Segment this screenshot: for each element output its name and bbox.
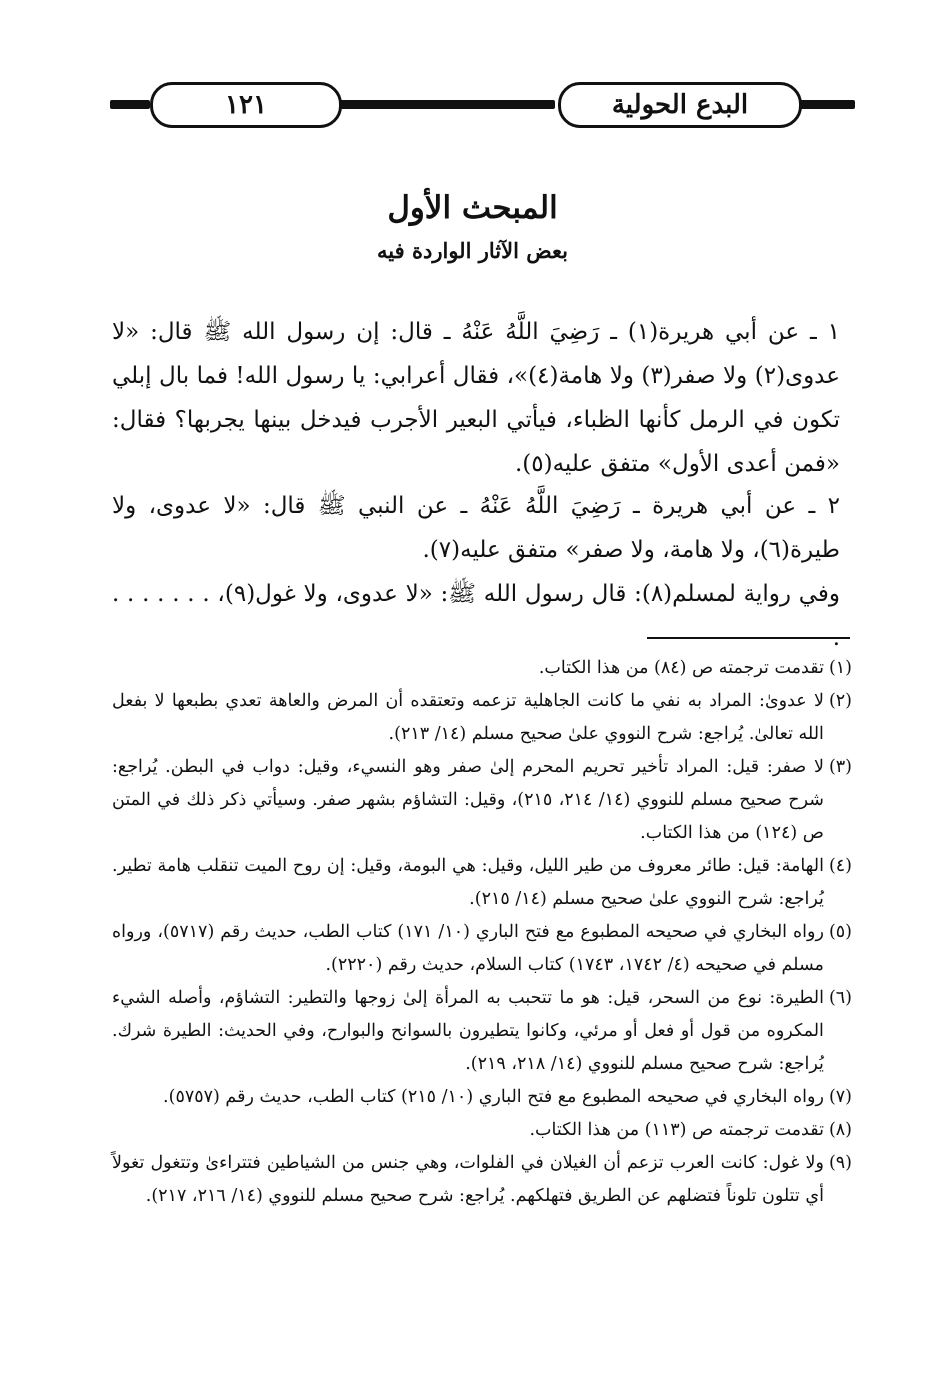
- footnote-text: ولا غول: كانت العرب تزعم أن الغيلان في الفلوات، وهي جنس من الشياطين فتتراءىٰ وتتغول تغولاً أي تتلون تلوناً فتضلهم عن الطريق فتهلكهم. يُراجع: شرح صحيح مسلم للنووي (١٤/ ٢١٦، ٢١٧).: [112, 1153, 824, 1206]
- footnote: [112, 652, 852, 685]
- running-header: [110, 78, 855, 130]
- footnote: [112, 850, 852, 916]
- footnote-number: (٥): [828, 922, 852, 942]
- footnotes: [112, 652, 852, 1213]
- footnote-text: لا صفر: قيل: المراد تأخير تحريم المحرم إلىٰ صفر وهو النسيء، وقيل: دواب في البطن. يُراجع: شرح صحيح مسلم للنووي (١٤/ ٢١٤، ٢١٥)، وقيل: التشاؤم بشهر صفر. وسيأتي ذكر ذلك في المتن ص (١٢٤) من هذا الكتاب.: [112, 757, 824, 843]
- footnote: [112, 751, 852, 850]
- footnote-separator: [647, 637, 850, 639]
- footnote: [112, 1081, 852, 1114]
- footnote-number: (٢): [828, 691, 852, 711]
- footnote-number: (٧): [828, 1087, 852, 1107]
- paragraph: ٢ ـ عن أبي هريرة ـ رَضِيَ اللَّهُ عَنْهُ ـ عن النبي ﷺ قال: «لا عدوى، ولا طيرة(٦)، ولا هامة، ولا صفر» متفق عليه(٧).: [112, 493, 840, 563]
- header-rule: [110, 100, 150, 109]
- section-title: المبحث الأول: [387, 190, 558, 226]
- footnote-number: (١): [828, 658, 852, 678]
- page-number: ١٢١: [150, 82, 342, 128]
- footnote-text: رواه البخاري في صحيحه المطبوع مع فتح الباري (١٠/ ١٧١) كتاب الطب، حديث رقم (٥٧١٧)، ورواه مسلم في صحيحه (٤/ ١٧٤٢، ١٧٤٣) كتاب السلام، حديث رقم (٢٢٢٠).: [112, 922, 824, 975]
- footnote: [112, 685, 852, 751]
- section-subtitle: بعض الآثار الواردة فيه: [377, 238, 568, 263]
- footnote-text: لا عدوىٰ: المراد به نفي ما كانت الجاهلية تزعمه وتعتقده أن المرض والعاهة تعدي بطبعها لا بفعل الله تعالىٰ. يُراجع: شرح النووي علىٰ صحيح مسلم (١٤/ ٢١٣).: [112, 691, 824, 744]
- paragraph: ١ ـ عن أبي هريرة(١) ـ رَضِيَ اللَّهُ عَنْهُ ـ قال: إن رسول الله ﷺ قال: «لا عدوى(٢) ولا صفر(٣) ولا هامة(٤)»، فقال أعرابي: يا رسول الله! فما بال إبلي تكون في الرمل كأنها الظباء، فيأتي البعير الأجرب فيدخل بينها يجربها؟ فقال: «فمن أعدى الأول» متفق عليه(٥).: [112, 319, 840, 477]
- footnote: [112, 1147, 852, 1213]
- footnote-number: (٨): [828, 1120, 852, 1140]
- footnote-number: (٦): [828, 988, 852, 1008]
- footnote: [112, 982, 852, 1081]
- running-title: البدع الحولية: [558, 82, 802, 128]
- footnote-text: الطيرة: نوع من السحر، قيل: هو ما تتحبب به المرأة إلىٰ زوجها والتطير: التشاؤم، وأصله الشيء المكروه من قول أو فعل أو مرئي، وكانوا يتطيرون بالسوانح والبوارح، وفي الحديث: الطيرة شرك. يُراجع: شرح صحيح مسلم للنووي (١٤/ ٢١٨، ٢١٩).: [112, 988, 824, 1074]
- footnote-number: (٤): [828, 856, 852, 876]
- footnote-text: تقدمت ترجمته ص (٨٤) من هذا الكتاب.: [538, 658, 824, 678]
- header-rule: [340, 100, 555, 109]
- footnote-text: الهامة: قيل: طائر معروف من طير الليل، وقيل: هي البومة، وقيل: إن روح الميت تنقلب هامة تطير. يُراجع: شرح النووي علىٰ صحيح مسلم (١٤/ ٢١٥).: [112, 856, 824, 909]
- header-rule: [800, 100, 855, 109]
- footnote-number: (٩): [828, 1153, 852, 1173]
- footnote: [112, 1114, 852, 1147]
- footnote-number: (٣): [828, 757, 852, 777]
- footnote-text: تقدمت ترجمته ص (١١٣) من هذا الكتاب.: [529, 1120, 824, 1140]
- footnote: [112, 916, 852, 982]
- paragraph: وفي رواية لمسلم(٨): قال رسول الله ﷺ: «لا عدوى، ولا غول(٩)، . . . . . . .: [112, 581, 840, 607]
- footnote-text: رواه البخاري في صحيحه المطبوع مع فتح الباري (١٠/ ٢١٥) كتاب الطب، حديث رقم (٥٧٥٧).: [163, 1087, 824, 1107]
